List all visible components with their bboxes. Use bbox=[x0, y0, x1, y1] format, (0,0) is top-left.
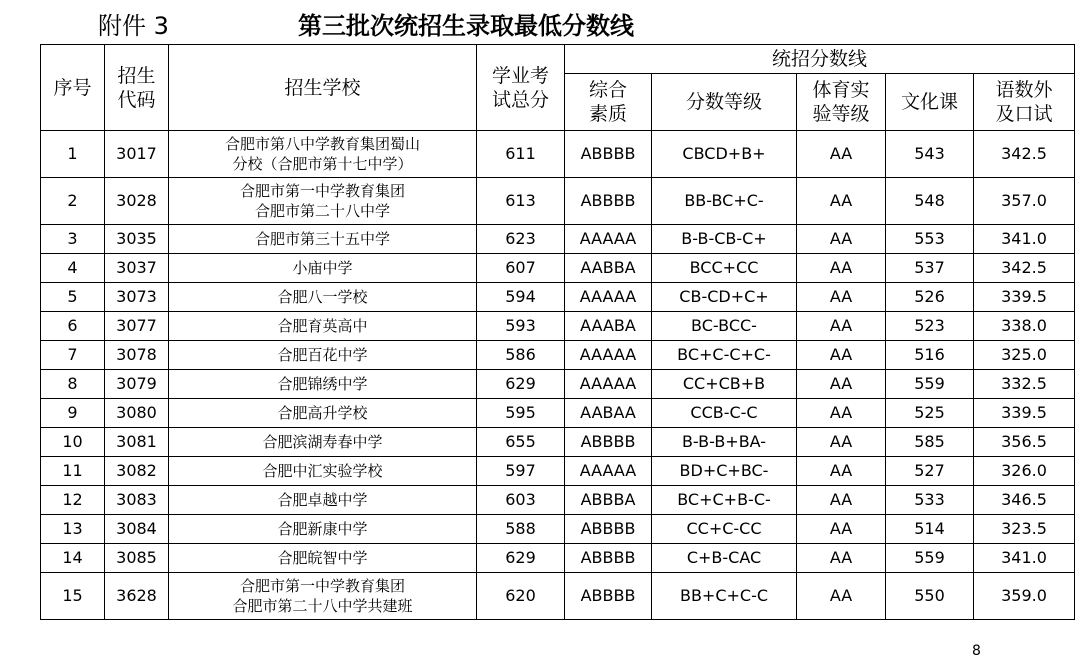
cell-school: 合肥皖智中学 bbox=[169, 544, 477, 573]
cell-grade: CC+C-CC bbox=[652, 515, 797, 544]
cell-seq: 2 bbox=[41, 178, 105, 225]
score-table bbox=[40, 44, 1075, 620]
cell-school: 合肥市第三十五中学 bbox=[169, 225, 477, 254]
cell-yswk: 338.0 bbox=[974, 312, 1075, 341]
table-body bbox=[41, 131, 1075, 620]
cell-code: 3083 bbox=[105, 486, 169, 515]
cell-quality: ABBBB bbox=[565, 544, 652, 573]
cell-seq: 13 bbox=[41, 515, 105, 544]
cell-code: 3035 bbox=[105, 225, 169, 254]
cell-total: 597 bbox=[477, 457, 565, 486]
cell-school: 合肥市第一中学教育集团 合肥市第二十八中学共建班 bbox=[169, 573, 477, 620]
cell-culture: 585 bbox=[886, 428, 974, 457]
cell-culture: 550 bbox=[886, 573, 974, 620]
cell-code: 3073 bbox=[105, 283, 169, 312]
cell-pe: AA bbox=[797, 428, 886, 457]
cell-pe: AA bbox=[797, 283, 886, 312]
cell-seq: 14 bbox=[41, 544, 105, 573]
cell-total: 595 bbox=[477, 399, 565, 428]
cell-pe: AA bbox=[797, 515, 886, 544]
table-row bbox=[41, 515, 1075, 544]
table-row bbox=[41, 573, 1075, 620]
header-quality: 综合 素质 bbox=[565, 74, 652, 131]
cell-seq: 5 bbox=[41, 283, 105, 312]
table-row bbox=[41, 131, 1075, 178]
cell-seq: 12 bbox=[41, 486, 105, 515]
cell-code: 3077 bbox=[105, 312, 169, 341]
cell-seq: 15 bbox=[41, 573, 105, 620]
cell-yswk: 341.0 bbox=[974, 544, 1075, 573]
cell-pe: AA bbox=[797, 225, 886, 254]
cell-pe: AA bbox=[797, 399, 886, 428]
cell-yswk: 339.5 bbox=[974, 399, 1075, 428]
cell-school: 合肥新康中学 bbox=[169, 515, 477, 544]
header-pe: 体育实 验等级 bbox=[797, 74, 886, 131]
header-group: 统招分数线 bbox=[565, 45, 1075, 74]
cell-code: 3037 bbox=[105, 254, 169, 283]
cell-culture: 527 bbox=[886, 457, 974, 486]
cell-total: 611 bbox=[477, 131, 565, 178]
cell-seq: 7 bbox=[41, 341, 105, 370]
cell-yswk: 323.5 bbox=[974, 515, 1075, 544]
cell-grade: BC+C-C+C- bbox=[652, 341, 797, 370]
cell-culture: 525 bbox=[886, 399, 974, 428]
header-yswk: 语数外 及口试 bbox=[974, 74, 1075, 131]
cell-pe: AA bbox=[797, 254, 886, 283]
cell-pe: AA bbox=[797, 544, 886, 573]
table-row bbox=[41, 283, 1075, 312]
cell-code: 3081 bbox=[105, 428, 169, 457]
cell-yswk: 339.5 bbox=[974, 283, 1075, 312]
cell-pe: AA bbox=[797, 370, 886, 399]
cell-total: 655 bbox=[477, 428, 565, 457]
cell-total: 613 bbox=[477, 178, 565, 225]
cell-quality: AAAAA bbox=[565, 341, 652, 370]
cell-yswk: 341.0 bbox=[974, 225, 1075, 254]
cell-grade: BC-BCC- bbox=[652, 312, 797, 341]
document-title: 第三批次统招生录取最低分数线 bbox=[298, 12, 634, 40]
cell-seq: 10 bbox=[41, 428, 105, 457]
cell-seq: 3 bbox=[41, 225, 105, 254]
cell-pe: AA bbox=[797, 457, 886, 486]
cell-school: 合肥百花中学 bbox=[169, 341, 477, 370]
cell-grade: BD+C+BC- bbox=[652, 457, 797, 486]
cell-pe: AA bbox=[797, 178, 886, 225]
cell-grade: CB-CD+C+ bbox=[652, 283, 797, 312]
cell-yswk: 346.5 bbox=[974, 486, 1075, 515]
cell-total: 588 bbox=[477, 515, 565, 544]
cell-quality: AABBA bbox=[565, 254, 652, 283]
cell-quality: ABBBB bbox=[565, 428, 652, 457]
cell-quality: AABAA bbox=[565, 399, 652, 428]
cell-quality: ABBBA bbox=[565, 486, 652, 515]
cell-yswk: 326.0 bbox=[974, 457, 1075, 486]
header-culture: 文化课 bbox=[886, 74, 974, 131]
cell-grade: BC+C+B-C- bbox=[652, 486, 797, 515]
header-total: 学业考 试总分 bbox=[477, 45, 565, 131]
cell-grade: B-B-CB-C+ bbox=[652, 225, 797, 254]
cell-total: 593 bbox=[477, 312, 565, 341]
cell-pe: AA bbox=[797, 131, 886, 178]
cell-quality: AAAAA bbox=[565, 225, 652, 254]
cell-grade: CBCD+B+ bbox=[652, 131, 797, 178]
cell-quality: AAAAA bbox=[565, 283, 652, 312]
cell-grade: C+B-CAC bbox=[652, 544, 797, 573]
cell-grade: CCB-C-C bbox=[652, 399, 797, 428]
cell-total: 586 bbox=[477, 341, 565, 370]
attachment-label: 附件 3 bbox=[98, 12, 169, 40]
cell-culture: 526 bbox=[886, 283, 974, 312]
cell-pe: AA bbox=[797, 341, 886, 370]
table-head bbox=[41, 45, 1075, 131]
cell-seq: 11 bbox=[41, 457, 105, 486]
cell-yswk: 325.0 bbox=[974, 341, 1075, 370]
cell-culture: 523 bbox=[886, 312, 974, 341]
header-grade: 分数等级 bbox=[652, 74, 797, 131]
header-seq: 序号 bbox=[41, 45, 105, 131]
cell-grade: CC+CB+B bbox=[652, 370, 797, 399]
cell-culture: 537 bbox=[886, 254, 974, 283]
table-row bbox=[41, 312, 1075, 341]
cell-school: 合肥八一学校 bbox=[169, 283, 477, 312]
cell-code: 3085 bbox=[105, 544, 169, 573]
cell-code: 3017 bbox=[105, 131, 169, 178]
cell-grade: BCC+CC bbox=[652, 254, 797, 283]
cell-seq: 9 bbox=[41, 399, 105, 428]
cell-code: 3078 bbox=[105, 341, 169, 370]
cell-culture: 543 bbox=[886, 131, 974, 178]
cell-code: 3080 bbox=[105, 399, 169, 428]
table-row bbox=[41, 544, 1075, 573]
table-row bbox=[41, 428, 1075, 457]
cell-code: 3084 bbox=[105, 515, 169, 544]
table-row bbox=[41, 225, 1075, 254]
cell-yswk: 356.5 bbox=[974, 428, 1075, 457]
cell-culture: 516 bbox=[886, 341, 974, 370]
cell-seq: 6 bbox=[41, 312, 105, 341]
cell-total: 603 bbox=[477, 486, 565, 515]
page-number: 8 bbox=[972, 643, 981, 659]
cell-school: 合肥中汇实验学校 bbox=[169, 457, 477, 486]
cell-quality: ABBBB bbox=[565, 573, 652, 620]
cell-seq: 4 bbox=[41, 254, 105, 283]
cell-culture: 548 bbox=[886, 178, 974, 225]
cell-total: 607 bbox=[477, 254, 565, 283]
cell-culture: 559 bbox=[886, 544, 974, 573]
table-row bbox=[41, 457, 1075, 486]
cell-pe: AA bbox=[797, 573, 886, 620]
cell-quality: ABBBB bbox=[565, 515, 652, 544]
cell-school: 小庙中学 bbox=[169, 254, 477, 283]
cell-total: 623 bbox=[477, 225, 565, 254]
cell-school: 合肥滨湖寿春中学 bbox=[169, 428, 477, 457]
cell-school: 合肥市第一中学教育集团 合肥市第二十八中学 bbox=[169, 178, 477, 225]
cell-yswk: 342.5 bbox=[974, 254, 1075, 283]
cell-quality: AAAAA bbox=[565, 370, 652, 399]
cell-seq: 1 bbox=[41, 131, 105, 178]
cell-yswk: 359.0 bbox=[974, 573, 1075, 620]
table-row bbox=[41, 254, 1075, 283]
cell-code: 3082 bbox=[105, 457, 169, 486]
cell-quality: AAABA bbox=[565, 312, 652, 341]
cell-grade: BB+C+C-C bbox=[652, 573, 797, 620]
cell-culture: 514 bbox=[886, 515, 974, 544]
cell-yswk: 332.5 bbox=[974, 370, 1075, 399]
cell-school: 合肥育英高中 bbox=[169, 312, 477, 341]
table-row bbox=[41, 486, 1075, 515]
table-row bbox=[41, 399, 1075, 428]
cell-school: 合肥市第八中学教育集团蜀山 分校（合肥市第十七中学） bbox=[169, 131, 477, 178]
header-row-top bbox=[41, 45, 1075, 74]
table-row bbox=[41, 178, 1075, 225]
header-school: 招生学校 bbox=[169, 45, 477, 131]
cell-pe: AA bbox=[797, 312, 886, 341]
cell-grade: B-B-B+BA- bbox=[652, 428, 797, 457]
cell-school: 合肥锦绣中学 bbox=[169, 370, 477, 399]
cell-total: 620 bbox=[477, 573, 565, 620]
cell-yswk: 342.5 bbox=[974, 131, 1075, 178]
cell-quality: ABBBB bbox=[565, 178, 652, 225]
table-row bbox=[41, 370, 1075, 399]
cell-school: 合肥卓越中学 bbox=[169, 486, 477, 515]
cell-total: 594 bbox=[477, 283, 565, 312]
table-row bbox=[41, 341, 1075, 370]
cell-total: 629 bbox=[477, 544, 565, 573]
cell-culture: 559 bbox=[886, 370, 974, 399]
cell-quality: ABBBB bbox=[565, 131, 652, 178]
cell-yswk: 357.0 bbox=[974, 178, 1075, 225]
cell-culture: 553 bbox=[886, 225, 974, 254]
cell-code: 3028 bbox=[105, 178, 169, 225]
cell-code: 3079 bbox=[105, 370, 169, 399]
cell-culture: 533 bbox=[886, 486, 974, 515]
cell-quality: AAAAA bbox=[565, 457, 652, 486]
cell-seq: 8 bbox=[41, 370, 105, 399]
document-header bbox=[0, 10, 1080, 42]
cell-total: 629 bbox=[477, 370, 565, 399]
cell-code: 3628 bbox=[105, 573, 169, 620]
cell-pe: AA bbox=[797, 486, 886, 515]
header-code: 招生 代码 bbox=[105, 45, 169, 131]
cell-school: 合肥高升学校 bbox=[169, 399, 477, 428]
cell-grade: BB-BC+C- bbox=[652, 178, 797, 225]
